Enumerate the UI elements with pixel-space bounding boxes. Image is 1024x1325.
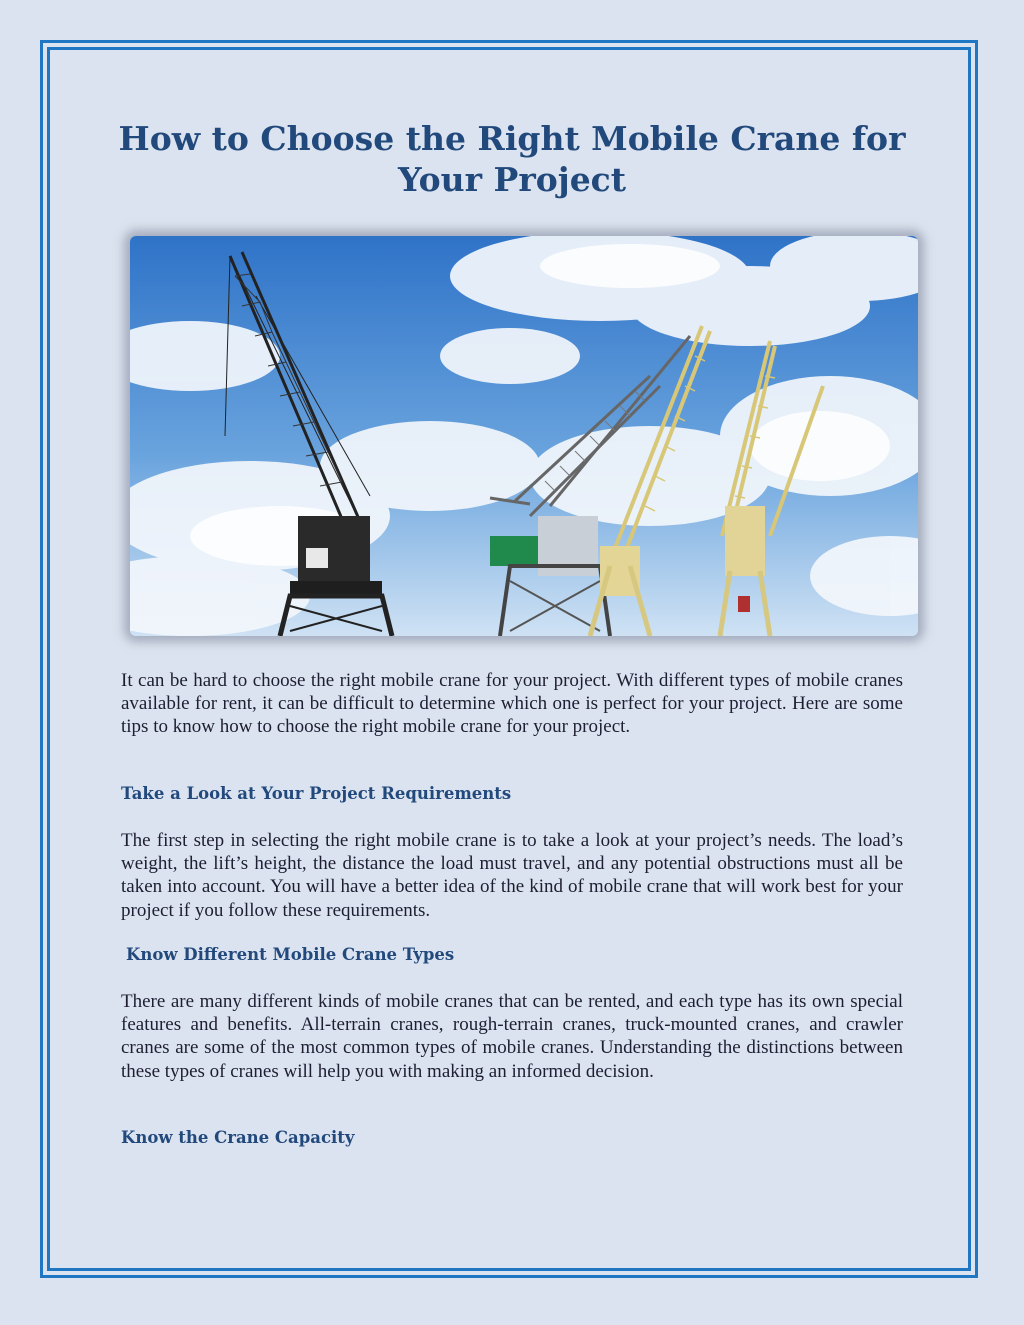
page-title: How to Choose the Right Mobile Crane for Your Project: [118, 119, 906, 199]
crane-types-paragraph: There are many different kinds of mobile cranes that can be rented, and each type has its own special features and benefits. All-terrain cranes, rough-terrain cranes, truck-mounted cranes, and crawler cranes are some of the most common types of mobile cranes. Understanding the distinctions between these types of cranes will help you with making an informed decision.: [121, 991, 903, 1082]
requirements-paragraph: The first step in selecting the right mobile crane is to take a look at your project’s needs. The load’s weight, the lift’s height, the distance the load must travel, and any potential obstructions must all be taken into account. You will have a better idea of the kind of mobile crane that will work best for your project if you follow these requirements.: [121, 830, 903, 921]
heading-crane-capacity: Know the Crane Capacity: [121, 1128, 355, 1147]
intro-paragraph: It can be hard to choose the right mobile crane for your project. With different types of mobile cranes available for rent, it can be difficult to determine which one is perfect for your project. Here are some tips to know how to choose the right mobile crane for your project.: [121, 670, 903, 738]
crane-photo: [130, 236, 918, 636]
heading-project-requirements: Take a Look at Your Project Requirements: [121, 784, 512, 803]
crane-photo-illustration: [130, 236, 918, 636]
heading-crane-types: Know Different Mobile Crane Types: [126, 945, 455, 964]
page-border-inner: [47, 47, 971, 1271]
